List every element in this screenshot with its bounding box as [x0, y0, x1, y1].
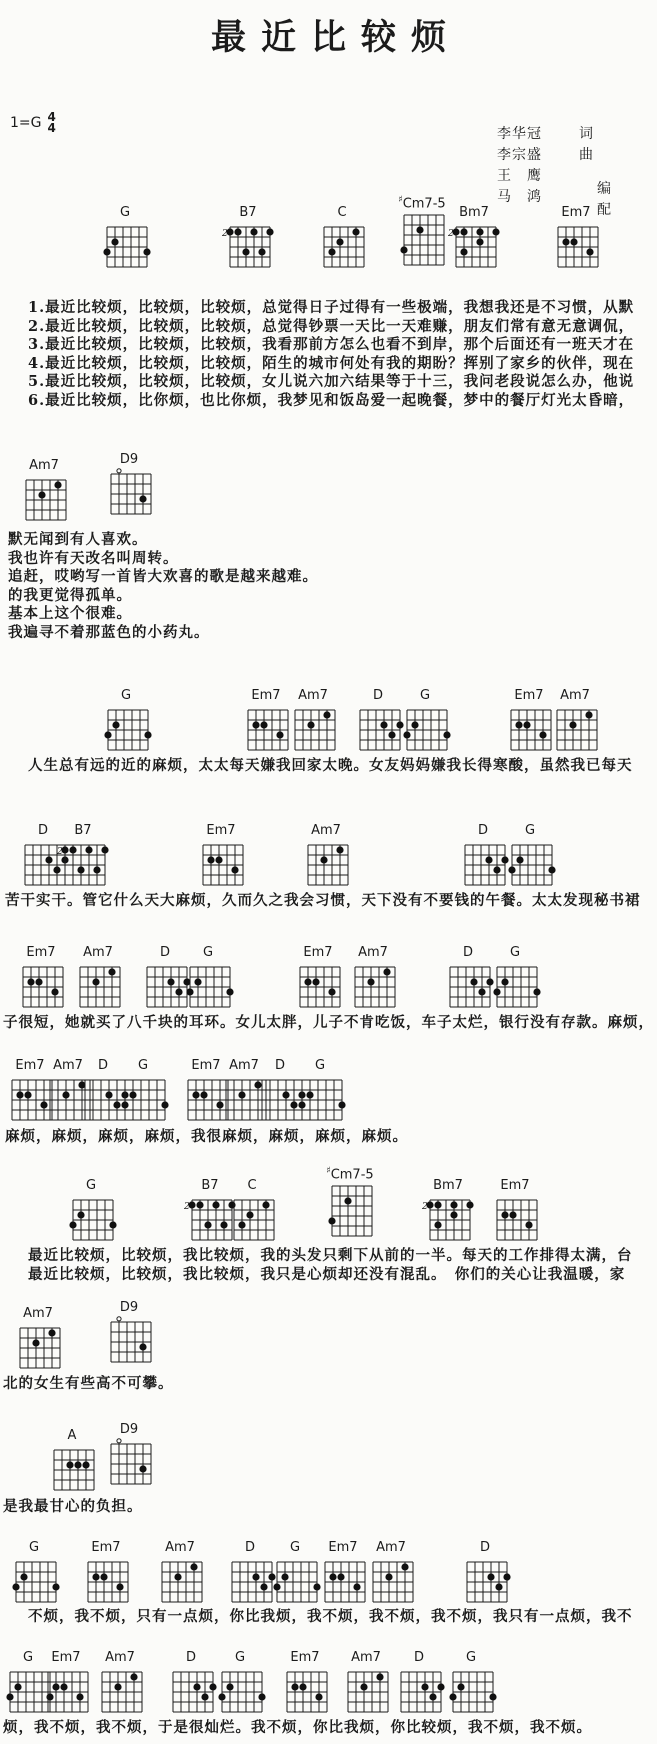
chord-grid [222, 221, 274, 271]
chord-grid [294, 1074, 346, 1124]
chord-grid [103, 1438, 155, 1488]
chord-grid [12, 1322, 64, 1372]
chord-label: Em7 [303, 945, 333, 960]
chord-am7 [549, 688, 601, 754]
chord-em7 [489, 1178, 541, 1244]
chord-am7 [94, 1650, 146, 1716]
chord-grid [393, 1666, 445, 1716]
chord-label: ♯Cm7-5 [398, 195, 446, 212]
chord-grid [103, 468, 155, 518]
chord-label: G [120, 688, 132, 703]
lyric-line: 子很短，她就买了八千块的耳环。女儿太胖，儿子不肯吃饭，车子太烂，银行没有存款。麻烦， [3, 1014, 654, 1031]
chord-am7 [347, 945, 399, 1011]
chord-bm7 [422, 1178, 474, 1244]
time-signature [48, 112, 56, 134]
chord-em7 [279, 1650, 331, 1716]
credit-name: 马 鸿 [497, 189, 542, 205]
lyric-line: 最近比较烦，比较烦，我比较烦，我只是心烦却还没有混乱。 你们的关心让我温暖，家 [28, 1265, 626, 1283]
chord-label: D [477, 823, 488, 838]
chord-label: D9 [119, 452, 139, 467]
chord-label: Am7 [229, 1058, 259, 1073]
chord-grid [459, 1556, 511, 1606]
lyric-line: 最近比较烦，比较烦，我比较烦，我的头发只剩下从前的一半。每天的工作排得太满，台 [28, 1247, 633, 1264]
credit-arranger-1 [497, 166, 593, 187]
chord-d [393, 1650, 445, 1716]
chord-label: B7 [74, 823, 92, 838]
chord-label: G [465, 1650, 477, 1665]
chord-label: Am7 [23, 1306, 53, 1321]
chord-label: C [337, 205, 347, 220]
chord-label: Am7 [298, 688, 328, 703]
chord-em7 [40, 1650, 92, 1716]
chord-label: Am7 [53, 1058, 83, 1073]
lyric-line: 3.最近比较烦，比较烦，比较烦，我看那前方怎么也看不到岸，那个后面还有一班天才在 [28, 336, 635, 354]
lyric-line: 不烦，我不烦，只有一点烦，你比我烦，我不烦，我不烦，我不烦，我只有一点烦，我不 [28, 1608, 633, 1625]
chord-em7 [317, 1540, 369, 1606]
chord-label: D [185, 1650, 196, 1665]
chord-grid [422, 1194, 474, 1244]
chord-grid [300, 839, 352, 889]
chord-grid [80, 1556, 132, 1606]
chord-label: D [479, 1540, 490, 1555]
chord-am7 [18, 458, 70, 524]
chord-grid [347, 961, 399, 1011]
chord-grid [316, 221, 368, 271]
lyric-line: 追赶，哎哟写一首皆大欢喜的歌是越来越难。 [8, 568, 318, 585]
lyric-line: 我也许有天改名叫周转。 [8, 549, 179, 567]
chord-d9 [103, 1300, 155, 1366]
chord-grid [504, 839, 556, 889]
arranger-label: 编配 [597, 181, 611, 218]
meter-top: 4 [47, 110, 56, 124]
chord-grid [352, 704, 404, 754]
chord-grid [46, 1444, 98, 1494]
chord-am7 [300, 823, 352, 889]
chord-label: G [28, 1540, 40, 1555]
chord-label: D [244, 1540, 255, 1555]
chord-grid [269, 1556, 321, 1606]
chord-label: Am7 [29, 458, 59, 473]
chord-b7 [222, 205, 274, 271]
chord-label: G [419, 688, 431, 703]
key-tonic: 1=G [10, 115, 42, 131]
lyric-line: 2.最近比较烦，比较烦，比较烦，总觉得钞票一天比一天难赚，朋友们常有意无意调侃， [28, 317, 635, 335]
chord-em7 [503, 688, 555, 754]
chord-em7 [15, 945, 67, 1011]
chord-am7 [287, 688, 339, 754]
chord-grid [503, 704, 555, 754]
chord-label: G [22, 1650, 34, 1665]
lyric-line: 烦，我不烦，我不烦，于是很灿烂。我不烦，你比我烦，你比较烦，我不烦，我不烦。 [3, 1719, 592, 1736]
chord-label: Em7 [290, 1650, 320, 1665]
chord-d [352, 688, 404, 754]
lyric-line: 5.最近比较烦，比较烦，比较烦，女儿说六加六结果等于十三，我问老段说怎么办，他说 [28, 373, 635, 391]
chord-grid [182, 961, 234, 1011]
chord-label: Em7 [191, 1058, 221, 1073]
chord-label: G [85, 1178, 97, 1193]
chord-grid [99, 221, 151, 271]
chord-d [459, 1540, 511, 1606]
chord-grid [292, 961, 344, 1011]
credit-lyricist [497, 124, 593, 145]
chord-label: ♯Cm7-5 [326, 1166, 374, 1183]
svg-text:2: 2 [57, 847, 63, 857]
svg-text:2: 2 [422, 1202, 428, 1212]
chord-grid [40, 1666, 92, 1716]
chord-label: D9 [119, 1422, 139, 1437]
chord-d [442, 945, 494, 1011]
chord-label: Am7 [376, 1540, 406, 1555]
chord-label: Em7 [500, 1178, 530, 1193]
key-signature [10, 112, 56, 134]
chord-grid [399, 704, 451, 754]
credit-composer [497, 145, 593, 166]
chord-grid [317, 1556, 369, 1606]
chord-grid [214, 1666, 266, 1716]
chord-label: Em7 [51, 1650, 81, 1665]
chord-grid [442, 961, 494, 1011]
chord-am7 [12, 1306, 64, 1372]
lyric-line: 1.最近比较烦，比较烦，比较烦，总觉得日子过得有一些极端，我想我还是不习惯，从默 [28, 299, 635, 316]
chord-g [399, 688, 451, 754]
chord-g [489, 945, 541, 1011]
chord-label: G [524, 823, 536, 838]
chord-g [294, 1058, 346, 1124]
chord-label: G [289, 1540, 301, 1555]
chord-d [165, 1650, 217, 1716]
chord-g [504, 823, 556, 889]
chord-a [46, 1428, 98, 1494]
chord-label: Bm7 [433, 1178, 463, 1193]
chord-label: G [234, 1650, 246, 1665]
chord-label: D [97, 1058, 108, 1073]
lyric-line: 的我更觉得孤单。 [8, 586, 132, 604]
chord-grid [489, 1194, 541, 1244]
chord-label: B7 [201, 1178, 219, 1193]
chord-grid [396, 209, 448, 269]
chord-label: D9 [119, 1300, 139, 1315]
chord-grid [65, 1194, 117, 1244]
chord-label: Am7 [311, 823, 341, 838]
chord-label: Bm7 [459, 205, 489, 220]
chord-em7 [195, 823, 247, 889]
chord-label: G [137, 1058, 149, 1073]
chord-b7 [57, 823, 109, 889]
chord-label: G [119, 205, 131, 220]
chord-label: D [413, 1650, 424, 1665]
chord-grid [15, 961, 67, 1011]
chord-grid [240, 704, 292, 754]
chord-label: D [159, 945, 170, 960]
lyric-line: 北的女生有些高不可攀。 [3, 1375, 174, 1392]
chord-grid [100, 704, 152, 754]
chord-label: D [274, 1058, 285, 1073]
lyric-line: 是我最甘心的负担。 [3, 1498, 143, 1515]
chord-g [65, 1178, 117, 1244]
chord-grid [154, 1556, 206, 1606]
chord-am7 [154, 1540, 206, 1606]
chord-am7 [340, 1650, 392, 1716]
chord-label: Am7 [560, 688, 590, 703]
credit-name: 王 鹰 [497, 168, 542, 184]
chord-d9 [103, 452, 155, 518]
chord-g [100, 688, 152, 754]
chord-grid [72, 961, 124, 1011]
chord-g [182, 945, 234, 1011]
lyric-line: 6.最近比较烦，比你烦，也比你烦，我梦见和饭岛爱一起晚餐，梦中的餐厅灯光太昏暗， [28, 392, 635, 409]
chord-grid [226, 1194, 278, 1244]
chord-em7 [80, 1540, 132, 1606]
chord-grid [94, 1666, 146, 1716]
chord-g [269, 1540, 321, 1606]
lyric-line: 4.最近比较烦，比较烦，比较烦，陌生的城市何处有我的期盼？挥别了家乡的伙伴，现在 [28, 354, 635, 372]
chord-grid [549, 704, 601, 754]
chord-grid [287, 704, 339, 754]
chord-grid [445, 1666, 497, 1716]
chord-d9 [103, 1422, 155, 1488]
chord-label: D [462, 945, 473, 960]
chord-am7 [72, 945, 124, 1011]
song-title: 最近比较烦 [210, 17, 461, 58]
credit-role: 词 [579, 126, 593, 142]
chord-label: C [247, 1178, 257, 1193]
chord-grid [57, 839, 109, 889]
chord-grid [489, 961, 541, 1011]
chord-em7 [292, 945, 344, 1011]
svg-text:2: 2 [448, 229, 454, 239]
chord-c [226, 1178, 278, 1244]
chord-label: Am7 [358, 945, 388, 960]
chord-grid [18, 474, 70, 524]
lyric-line: 苦干实干。管它什么天大麻烦，久而久之我会习惯，天下没有不要钱的午餐。太太发现秘书裙 [5, 892, 641, 909]
chord-grid [103, 1316, 155, 1366]
meter-bottom: 4 [47, 121, 56, 135]
chord-label: Am7 [105, 1650, 135, 1665]
credit-role: 曲 [579, 147, 593, 163]
chord-label: Am7 [165, 1540, 195, 1555]
chord-label: D [372, 688, 383, 703]
chord-d [457, 823, 509, 889]
chord-em7 [550, 205, 602, 271]
chord-grid [448, 221, 500, 271]
chord-label: Em7 [15, 1058, 45, 1073]
chord-label: G [509, 945, 521, 960]
chord-label: B7 [239, 205, 257, 220]
chord-g [117, 1058, 169, 1124]
credit-name: 李华冠 [497, 126, 542, 142]
lyric-line: 人生总有远的近的麻烦，太太每天嫌我回家太晚。女友妈妈嫌我长得寒酸，虽然我已每天 [28, 757, 633, 774]
chord-g [99, 205, 151, 271]
chord-g [445, 1650, 497, 1716]
chord-label: Am7 [83, 945, 113, 960]
chord-cm7-5 [396, 193, 448, 269]
chord-label: Em7 [91, 1540, 121, 1555]
chord-grid [340, 1666, 392, 1716]
chord-grid [195, 839, 247, 889]
chord-g [8, 1540, 60, 1606]
svg-text:2: 2 [184, 1202, 190, 1212]
chord-label: A [67, 1428, 77, 1443]
chord-label: Em7 [561, 205, 591, 220]
chord-grid [550, 221, 602, 271]
chord-c [316, 205, 368, 271]
chord-em7 [240, 688, 292, 754]
chord-grid [457, 839, 509, 889]
credit-name: 李宗盛 [497, 147, 542, 163]
chord-grid [165, 1666, 217, 1716]
chord-label: D [37, 823, 48, 838]
svg-text:2: 2 [222, 229, 228, 239]
chord-grid [324, 1180, 376, 1240]
chord-label: G [202, 945, 214, 960]
chord-label: G [314, 1058, 326, 1073]
lyric-line: 麻烦，麻烦，麻烦，麻烦，我很麻烦，麻烦，麻烦，麻烦。 [5, 1128, 408, 1145]
chord-g [214, 1650, 266, 1716]
chord-grid [365, 1556, 417, 1606]
chord-grid [279, 1666, 331, 1716]
chord-label: Em7 [251, 688, 281, 703]
chord-cm7-5 [324, 1164, 376, 1240]
chord-label: Em7 [206, 823, 236, 838]
lyric-line: 基本上这个很难。 [8, 605, 132, 622]
chord-bm7 [448, 205, 500, 271]
chord-label: Em7 [514, 688, 544, 703]
chord-label: Am7 [351, 1650, 381, 1665]
chord-grid [117, 1074, 169, 1124]
chord-grid [8, 1556, 60, 1606]
chord-label: Em7 [26, 945, 56, 960]
chord-label: Em7 [328, 1540, 358, 1555]
chord-am7 [365, 1540, 417, 1606]
lyric-line: 默无闻到有人喜欢。 [8, 531, 148, 548]
lyric-line: 我遍寻不着那蓝色的小药丸。 [8, 623, 210, 641]
